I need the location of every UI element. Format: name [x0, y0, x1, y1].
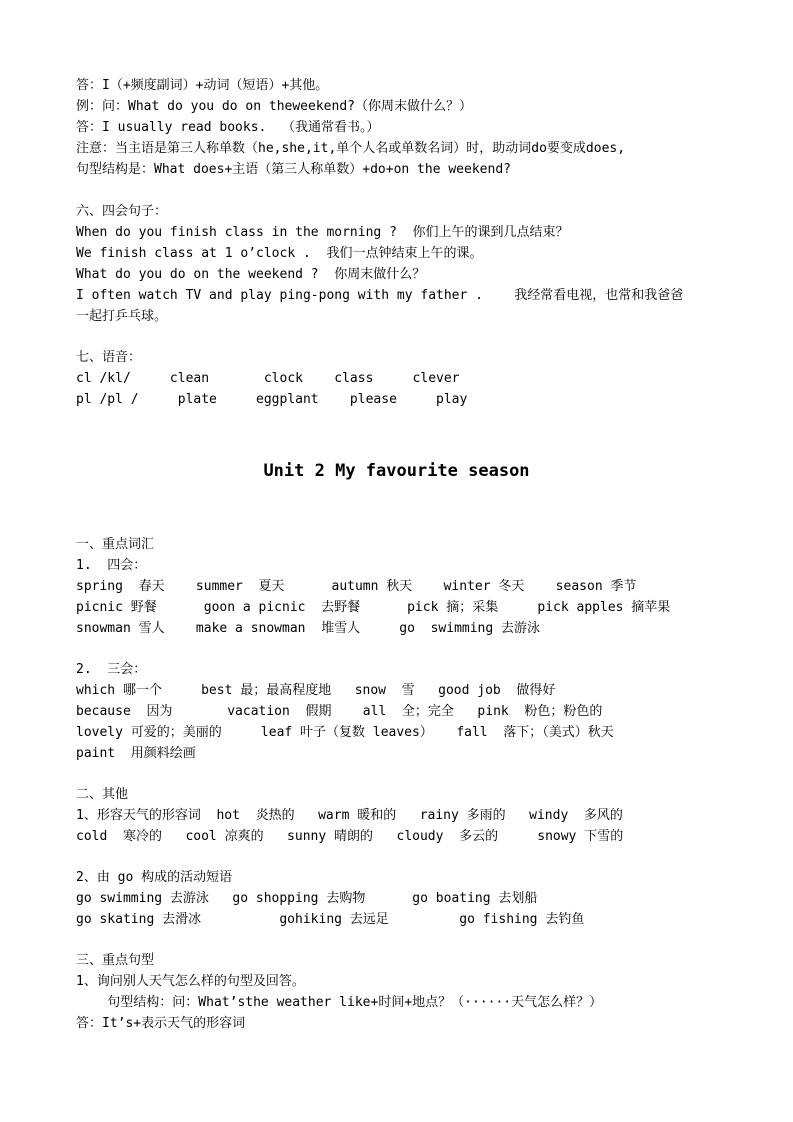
vocabulary-line: paint 用颜料绘画	[76, 746, 196, 761]
sentence-line: We finish class at 1 o’clock . 我们一点钟结束上午的课。	[76, 246, 483, 261]
sentence-structure-line: 句型结构是：What does+主语（第三人称单数）+do+on the weekend?	[76, 162, 511, 177]
sentence-line: When do you finish class in the morning ? 你们上午的课到几点结束？	[76, 225, 569, 240]
vocabulary-line: because 因为 vacation 假期 all 全；完全 pink 粉色；粉色的	[76, 704, 603, 719]
example-question-line: 例：问：What do you do on theweekend?（你周末做什么？）	[76, 99, 472, 114]
vocabulary-line: snowman 雪人 make a snowman 堆雪人 go swimming 去游泳	[76, 621, 541, 636]
vocabulary-line: spring 春天 summer 夏天 autumn 秋天 winter 冬天 season 季节	[76, 579, 637, 594]
subheading-three-skills: 2. 三会：	[76, 662, 147, 677]
vocabulary-line: which 哪一个 best 最；最高程度地 snow 雪 good job 做得好	[76, 683, 556, 698]
go-phrases-line: go swimming 去游泳 go shopping 去购物 go boating 去划船	[76, 891, 538, 906]
note-line: 注意：当主语是第三人称单数（he,she,it,单个人名或单数名词）时，助动词do要变成does,	[76, 141, 626, 156]
phonics-line-cl: cl /kl/ clean clock class clever	[76, 371, 460, 386]
sentence-line-continued: 一起打乒乓球。	[76, 309, 168, 324]
weather-adjectives-line: cold 寒冷的 cool 凉爽的 sunny 晴朗的 cloudy 多云的 snowy 下雪的	[76, 829, 624, 844]
subheading-four-skills: 1. 四会：	[76, 558, 147, 573]
phonics-line-pl: pl /pl / plate eggplant please play	[76, 392, 468, 407]
go-phrases-line: go skating 去滑冰 gohiking 去远足 go fishing 去钓鱼	[76, 912, 585, 927]
sentence-line: I often watch TV and play ping-pong with my father . 我经常看电视，也常和我爸爸	[76, 288, 684, 303]
section-heading-phonics: 七、语音：	[76, 350, 142, 365]
answer-structure-line: 答：I（+频度副词）+动词（短语）+其他。	[76, 78, 329, 93]
example-answer-line: 答：I usually read books. （我通常看书。）	[76, 120, 380, 135]
unit-title: Unit 2 My favourite season	[263, 461, 530, 481]
vocabulary-line: lovely 可爱的；美丽的 leaf 叶子（复数 leaves） fall 落下；（美式）秋天	[76, 725, 614, 740]
go-phrases-heading: 2、由 go 构成的活动短语	[76, 870, 233, 885]
weather-adjectives-line: 1、形容天气的形容词 hot 炎热的 warm 暖和的 rainy 多雨的 windy 多风的	[76, 808, 623, 823]
key-sentence-structure-line: 句型结构：问：What’sthe weather like+时间+地点？（······天气怎么样？）	[76, 995, 603, 1010]
section-heading-key-sentences: 三、重点句型	[76, 953, 155, 968]
section-heading-vocabulary: 一、重点词汇	[76, 537, 155, 552]
section-heading-other: 二、其他	[76, 787, 129, 802]
key-sentence-answer-line: 答：It’s+表示天气的形容词	[76, 1016, 246, 1031]
section-heading-sentences: 六、四会句子：	[76, 204, 168, 219]
sentence-line: What do you do on the weekend ? 你周末做什么？	[76, 267, 426, 282]
key-sentence-line: 1、询问别人天气怎么样的句型及回答。	[76, 974, 305, 989]
vocabulary-line: picnic 野餐 goon a picnic 去野餐 pick 摘；采集 pick apples 摘苹果	[76, 600, 671, 615]
